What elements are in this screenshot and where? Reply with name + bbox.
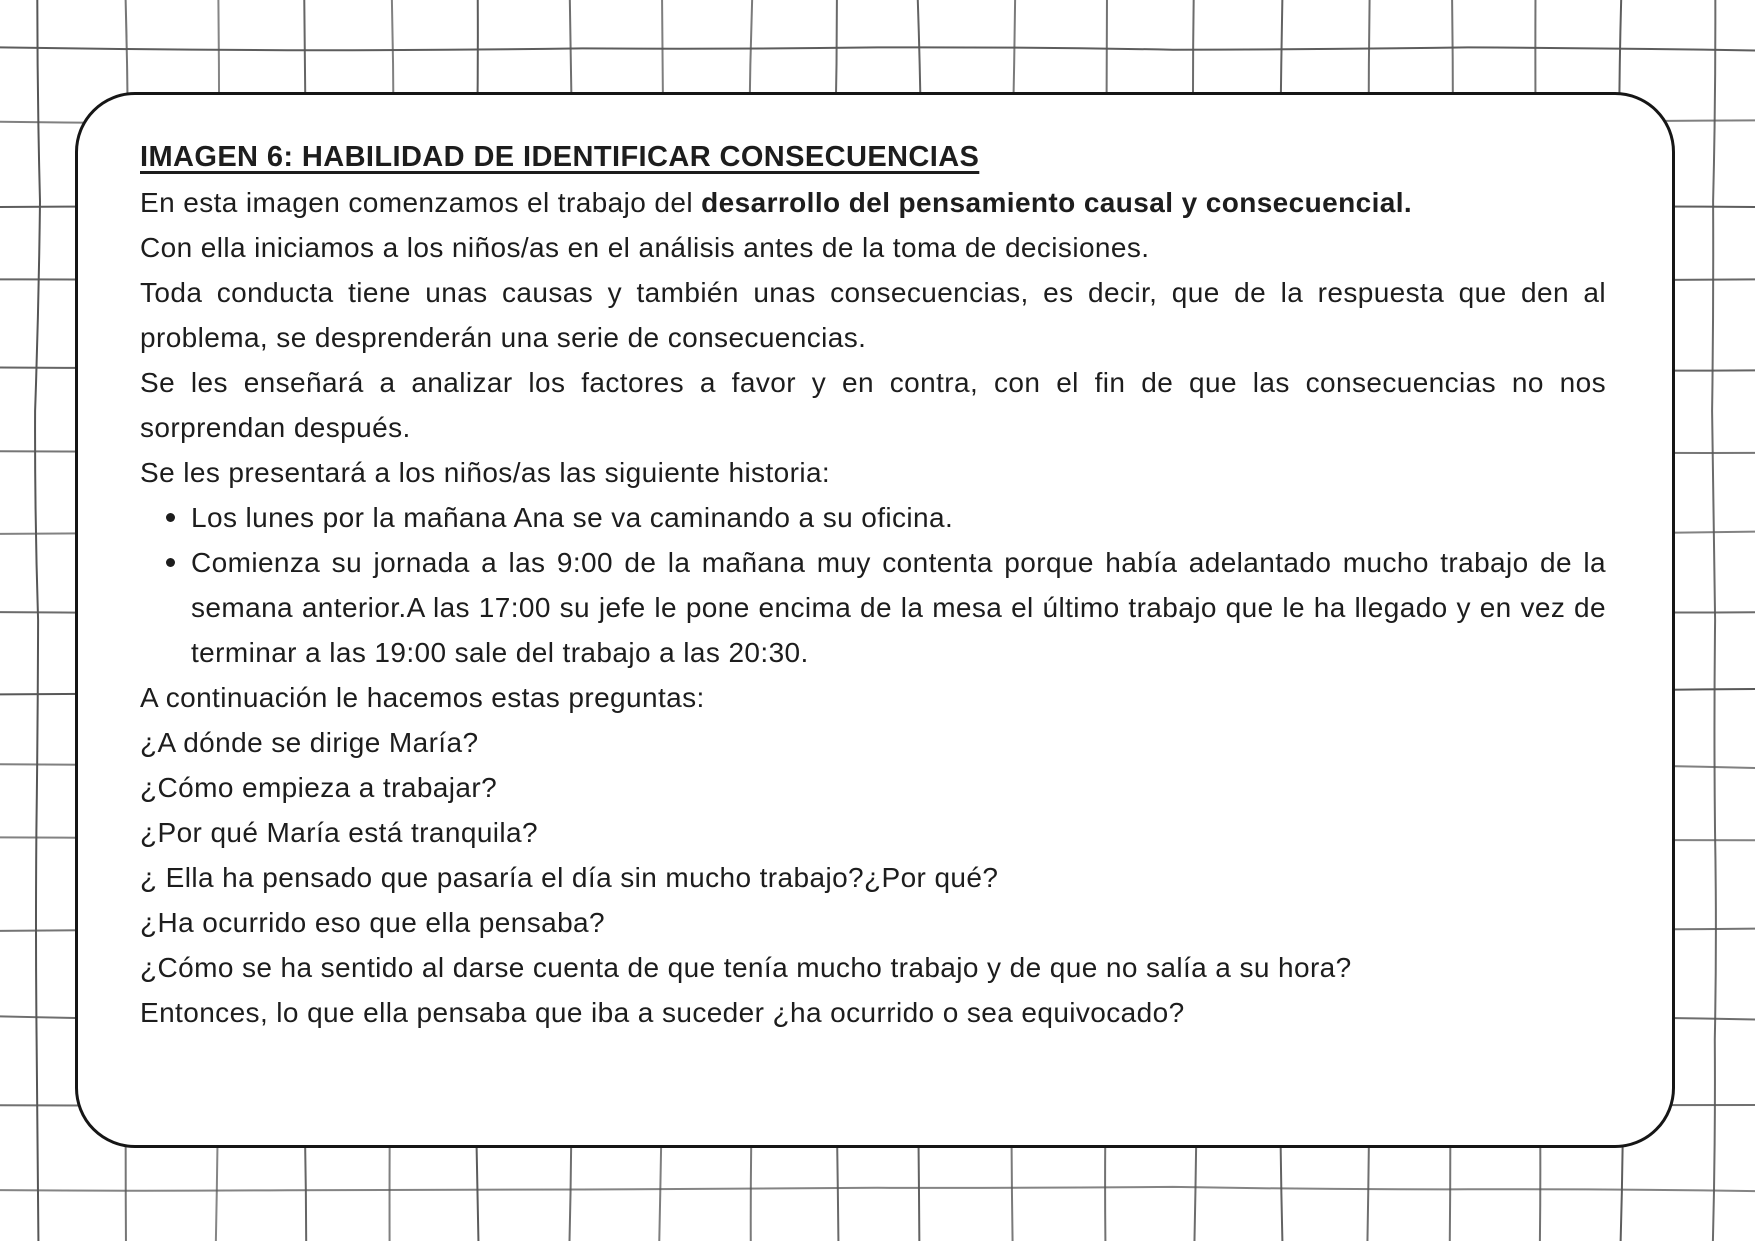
paragraph-factores: Se les enseñará a analizar los factores a favor y en contra, con el fin de que las consecuencias no nos sorprendan después. xyxy=(140,367,1606,443)
question-line: ¿A dónde se dirige María? xyxy=(140,727,479,758)
question-line: ¿Por qué María está tranquila? xyxy=(140,817,538,848)
question-line: ¿ Ella ha pensado que pasaría el día sin mucho trabajo?¿Por qué? xyxy=(140,862,999,893)
question-line: ¿Cómo se ha sentido al darse cuenta de que tenía mucho trabajo y de que no salía a su hora? xyxy=(140,952,1352,983)
paragraph-decisiones: Con ella iniciamos a los niños/as en el análisis antes de la toma de decisiones. xyxy=(140,232,1150,263)
question-line: ¿Cómo empieza a trabajar? xyxy=(140,772,498,803)
worksheet-card xyxy=(75,92,1675,1148)
intro-bold-text: desarrollo del pensamiento causal y consecuencial. xyxy=(701,187,1413,218)
paragraph-intro xyxy=(140,180,1606,225)
story-bullet-list xyxy=(140,495,1606,675)
intro-regular-text: En esta imagen comenzamos el trabajo del xyxy=(140,187,702,218)
question-line: Entonces, lo que ella pensaba que iba a suceder ¿ha ocurrido o sea equivocado? xyxy=(140,997,1185,1028)
paragraph-historia-intro: Se les presentará a los niños/as las siguiente historia: xyxy=(140,457,831,488)
paragraph-conducta: Toda conducta tiene unas causas y también unas consecuencias, es decir, que de la respuesta que den al problema, se desprenderán una serie de consecuencias. xyxy=(140,277,1606,353)
list-item: Los lunes por la mañana Ana se va caminando a su oficina. xyxy=(140,495,1606,540)
list-item: Comienza su jornada a las 9:00 de la mañana muy contenta porque había adelantado mucho trabajo de la semana anterior.A las 17:00 su jefe le pone encima de la mesa el último trabajo que le ha llegado y en vez de terminar a las 19:00 sale del trabajo a las 20:30. xyxy=(140,540,1606,675)
question-line: ¿Ha ocurrido eso que ella pensaba? xyxy=(140,907,606,938)
questions-intro: A continuación le hacemos estas preguntas: xyxy=(140,682,705,713)
page-title: IMAGEN 6: HABILIDAD DE IDENTIFICAR CONSECUENCIAS xyxy=(140,141,980,173)
